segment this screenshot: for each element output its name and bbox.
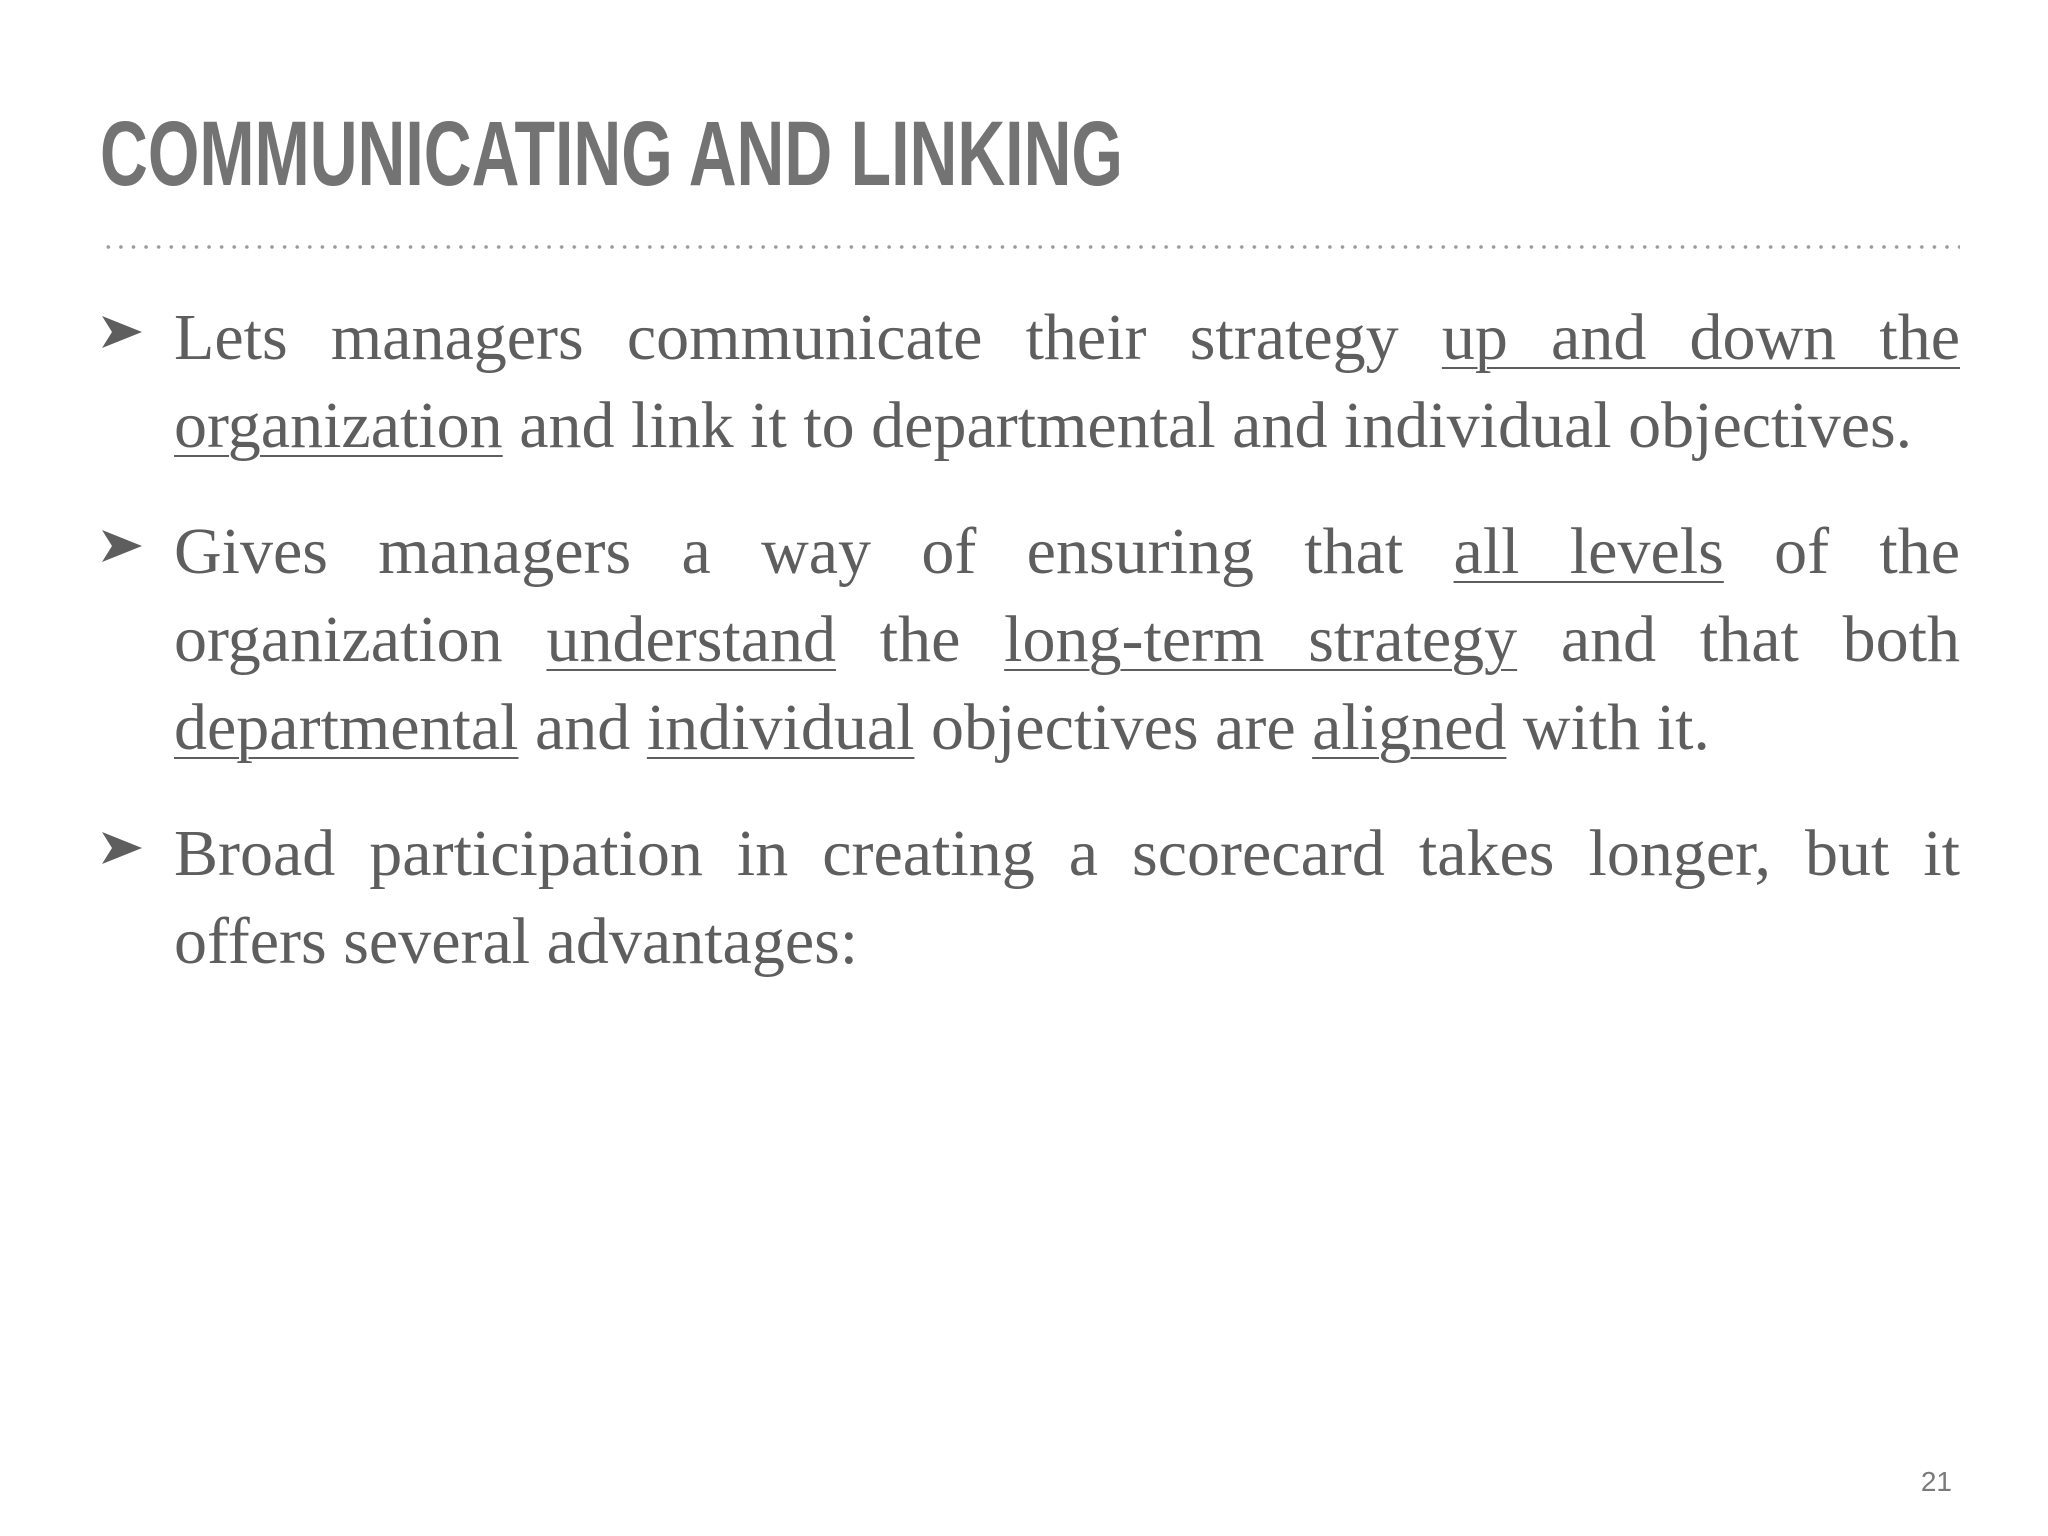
slide-title: COMMUNICATING AND LINKING [100, 103, 1123, 205]
bullet-item [100, 508, 1960, 772]
emphasis-text: long-term strategy [1004, 603, 1518, 676]
emphasis-text: individual [646, 691, 915, 764]
bullet-text: Lets managers communicate their strategy up and down the organization and link it to departmental and individual objectives. [174, 301, 1960, 462]
emphasis-text: understand [546, 603, 837, 676]
bullet-text: Broad participation in creating a scorecard takes longer, but it offers several advantages: [174, 817, 1960, 978]
bullet-item [100, 294, 1960, 470]
emphasis-text: all levels [1453, 515, 1724, 588]
arrowhead-bullet-icon [100, 310, 144, 354]
dotted-divider [102, 244, 1960, 250]
bullet-item [100, 810, 1960, 986]
arrowhead-bullet-icon [100, 826, 144, 870]
emphasis-text: aligned [1312, 691, 1507, 764]
page-number: 21 [1920, 1466, 1952, 1497]
emphasis-text: up and down the organization [174, 301, 1960, 462]
bullet-text: Gives managers a way of ensuring that all levels of the organization understand the long-term strategy and that both departmental and individual objectives are aligned with it. [174, 515, 1960, 764]
arrowhead-bullet-icon [100, 524, 144, 568]
bullet-list [100, 294, 1960, 1024]
emphasis-text: departmental [174, 691, 519, 764]
